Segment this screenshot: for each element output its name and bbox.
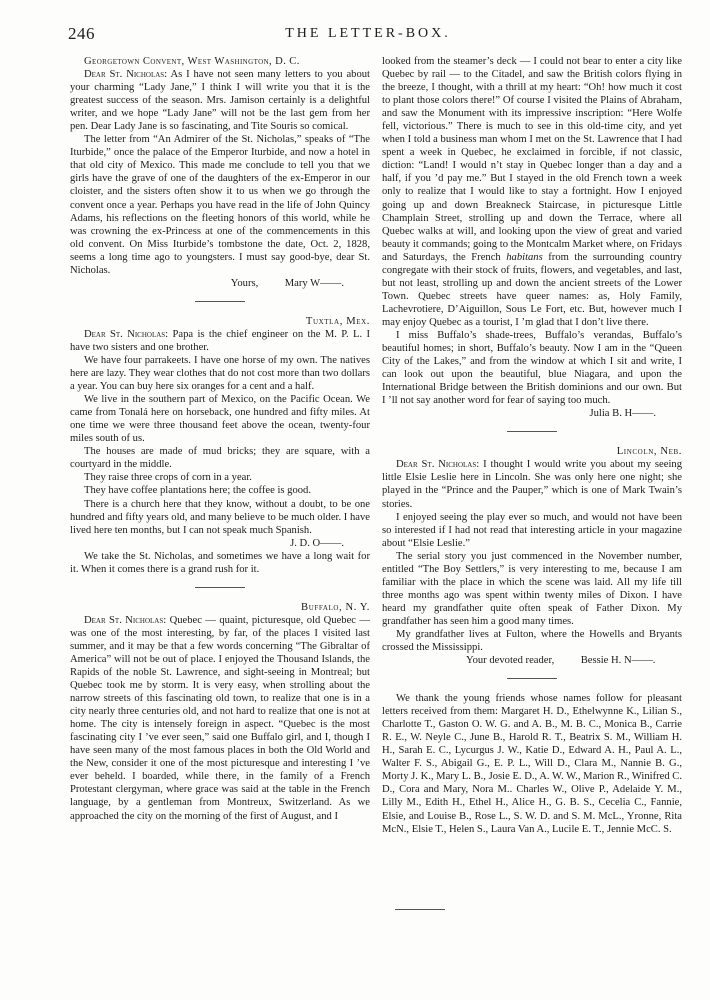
section-divider: [195, 587, 245, 588]
letter-paragraph: The letter from “An Admirer of the St. Nicholas,” speaks of “The Iturbide,” once the palace of the Emperor Iturbide, and now a hotel in that old city of Mexico. This made me conclude to tell you that we girls have the grave of one of the daughters of the ex-Emperor in our cloister, and the sisters often show it to us when we go through the convent once a year. Perhaps you have read in the life of John Quincy Adams, his reflections on the fleeting honors of this world, while he was crowning the ex-Princess at one of the commencements in this old convent. On Miss Iturbide’s tombstone the date, Oct. 2, 1828, seems a long time ago to youngsters. I must say good-bye, dear St. Nicholas.: [70, 134, 370, 276]
letter-paragraph: As I have not seen many letters to you about your charming “Lady Jane,” I think I will write you that it is the greatest success of the season. Mrs. Jamison certainly is a delightful writer, and we hope “Lady Jane” will not be the last gem from her pen. Dear Lady Jane is so fascinating, and Tite Souris so comical.: [70, 69, 370, 133]
letter-salutation: Dear St. Nicholas:: [396, 459, 480, 471]
letter-paragraph: Papa is the chief engineer on the M. P. L. I have two sisters and one brother.: [70, 328, 370, 353]
right-column: [382, 55, 682, 836]
left-column: [70, 55, 370, 823]
letter-paragraph: I thought I would write you about my seeing little Elsie Leslie here in Lincoln. She was only here one night; she played in the “Prince and the Pauper,” which is one of Mark Twain’s stories.: [382, 459, 682, 510]
letter-paragraph: The serial story you just commenced in the November number, entitled “The Boy Settlers,” is very interesting to me, because I am familiar with the place in which the scene was laid. All my life till three months ago was spent within twenty miles of Dixon. I have heard my grandfather quite often speak of Father Dixon. My grandfather has seen him a good many times.: [382, 550, 682, 627]
letter-signature: J. D. O——.: [290, 537, 344, 549]
letter-paragraph: The houses are made of mud bricks; they are square, with a courtyard in the middle.: [70, 446, 370, 471]
letter-paragraph: looked from the steamer’s deck — I could not bear to enter a city like Quebec by rail — to the Citadel, and saw the British colors flying in the breeze, I thought, with a thrill at my heart: “Oh! how much it cost to plant those colors there!” Of course I visited the Plains of Abraham, and saw the Monument with its impressive inscription: “Here Wolfe fell, victorious.” There is much to see in this old-time city, and yet when I told a business man whom I met on the St. Lawrence that I had spent a week in Quebec, he exclaimed in forcible, if not classic, diction: “Land! I would n’t stay in Quebec longer than a day and a half, if you ’d pay me.” But I stayed in the old French town a week only to realize that I would like to stay a fortnight. How I enjoyed going up and down Breakneck Staircase, in picturesque Little Champlain Street, strolling up and down the Terrace, where all Quebec walks at will, and looking upon the view of great and varied beauty it commands; going to the Montcalm Market where, on Fridays and Saturdays, the French: [382, 56, 682, 263]
letter-paragraph: I miss Buffalo’s shade-trees, Buffalo’s verandas, Buffalo’s beautiful homes; in short, Buffalo’s beauty. Now I am in the “Queen City of the Lakes,” and from the window at which I sit and write, I can look out upon the beautiful, blue Niagara, and upon the International Bridge between the British dominions and our own. But I ’ll not say another word for fear of saying too much.: [382, 329, 682, 407]
letter-place: Georgetown Convent, West Washington, D. C.: [84, 56, 300, 67]
section-divider: [507, 431, 557, 432]
letter-place: Buffalo, N. Y.: [301, 601, 370, 613]
letter-salutation: Dear St. Nicholas:: [84, 614, 167, 626]
letter-paragraph: My grandfather lives at Fulton, where the Howells and Bryants crossed the Mississippi.: [382, 628, 682, 654]
letter-signature: Yours, Mary W——.: [230, 277, 344, 289]
letter-paragraph: They raise three crops of corn in a year.: [84, 472, 252, 484]
letter-paragraph: We have four parrakeets. I have one horse of my own. The natives here are lazy. They wear clothes that do not cost more than two dollars a year. You can buy here six oranges for a cent and a half.: [70, 354, 370, 393]
letter-paragraph: I enjoyed seeing the play ever so much, and would not have been so interested if I had not read that interesting article in your magazine about “Elsie Leslie.”: [382, 511, 682, 549]
letter-signature: Julia B. H——.: [589, 408, 656, 420]
letter-paragraph: We live in the southern part of Mexico, on the Pacific Ocean. We came from Tonalá here on horseback, one hundred and fifty miles. At one time we were three thousand feet above the ocean, twenty-four miles south of us.: [70, 394, 370, 445]
thanks-paragraph: We thank the young friends whose names follow for pleasant letters received from them: Margaret H. D., Ethelwynne K., Lilian S., Charlotte T., Gaston O. W. G. and A. B., M. B. C., Monica B., Carrie R. E., W. Neyle C., June B., Harold R. T., Beatrix S. M., William H. H., Sarah E. C., Lycurgus J. W., Katie D., Edward A. H., Paul A. L., Walter F. S., Abigail G., E. P. L., Will D., Clara M., Nannie B. G., Morty J. K., Mary L. B., Josie E. D., A. W. W., Marion R., Winifred C. D., Cora and Mary, Nora M.. Charles W., Olive P., Adelaide Y. M., Lilly M., Edith H., Ethel H., Alice H., G. B. S., Cecelia C., Fannie, Elsie, and Louise B., Rose L., S. W. D. and S. M. McL., Yronne, Rita McN., Elsie T., Helen S., Laura Van A., Lucile E. T., Jennie McC. S.: [382, 693, 682, 835]
letter-paragraph: Quebec — quaint, picturesque, old Quebec — was one of the most interesting, by far, of the places I visited last summer, and it may be that a few words concerning “The Gibraltar of America” will not be out of place. I enjoyed the Thousand Islands, the Rapids of the noble St. Lawrence, and sight-seeing in Montreal; but Quebec took me by storm. It is very easy, when strolling about the narrow streets of this fascinating old town, to realize that one is in a city nearly three centuries old, and not hard to realize that one is not at home. The city is intensely foreign in aspect. “Quebec is the most fascinating city I ’ve ever seen,” said one Buffalo girl, and I, though I have seen many of the most famous places in both the Old World and the New, consider it one of the most picturesque and interesting I ’ve ever beheld. I boarded, while there, in the family of a French Protestant clergyman, where grace was said at the table in the French language, by a gentleman from Montreux, Switzerland. As we approached the city on the morning of the first of August, and I: [70, 614, 370, 822]
letter-paragraph: There is a church here that they know, without a doubt, to be one hundred and fifty years old, and many believe to be much older. I have lived here ten months, but I can not speak much Spanish.: [70, 498, 370, 536]
letter-tuxtla: [70, 315, 370, 576]
letter-signature: Your devoted reader, Bessie H. N——.: [466, 655, 656, 667]
letter-lincoln: [382, 445, 682, 667]
letter-paragraph: from the surrounding country congregate with their stock of fruits, flowers, and vegetables, and last, but not least, strolling up and down the ancient streets of the Lower Town. Quebec streets have queer names: as, Holy Family, Lachevrotiere, D’Aiguillon, Sous Le Fort, etc. But, however much I may enjoy Quebec as a tourist, I ’m glad that I don’t live there.: [382, 251, 682, 328]
letter-place: Lincoln, Neb.: [616, 446, 682, 458]
closing-divider: [395, 909, 445, 910]
italic-word: habitans: [506, 251, 543, 263]
letter-place: Tuxtla, Mex.: [305, 315, 370, 327]
letter-georgetown: [70, 55, 370, 290]
thanks-list: [382, 692, 682, 836]
letter-buffalo-continued: [382, 55, 682, 420]
section-divider: [507, 678, 557, 679]
letter-paragraph: We take the St. Nicholas, and sometimes we have a long wait for it. When it comes there is a grand rush for it.: [70, 550, 370, 575]
section-divider: [195, 301, 245, 302]
running-head: THE LETTER-BOX.: [285, 26, 451, 41]
letter-buffalo: [70, 601, 370, 823]
letter-salutation: Dear St. Nicholas:: [84, 69, 168, 81]
letter-paragraph: They have coffee plantations here; the coffee is good.: [84, 485, 311, 497]
page-number: 246: [68, 24, 95, 43]
letter-salutation: Dear St. Nicholas:: [84, 328, 169, 340]
page-header: [68, 24, 668, 46]
